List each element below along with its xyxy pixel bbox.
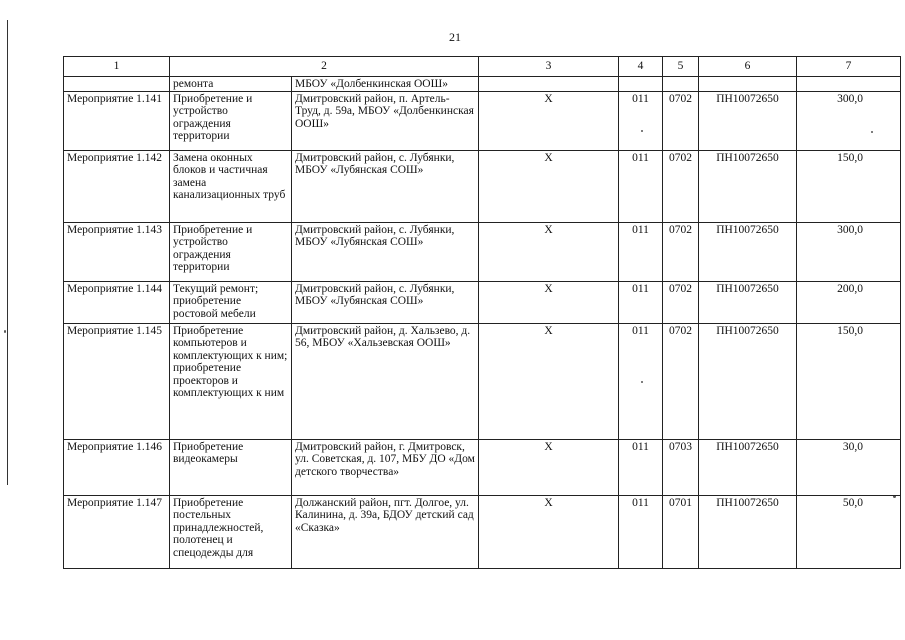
cell-address: Дмитровский район, с. Лубянки, МБОУ «Лубянская СОШ» <box>292 281 479 323</box>
cell-amount: 150,0 <box>797 150 901 222</box>
cell-amount <box>797 77 901 92</box>
table-row <box>64 323 901 439</box>
cell-amount: 200,0 <box>797 281 901 323</box>
budget-table <box>63 56 901 569</box>
cell-col5: 0702 <box>663 150 699 222</box>
cell-address: Дмитровский район, с. Лубянки, МБОУ «Лубянская СОШ» <box>292 150 479 222</box>
cell-col3: Х <box>479 281 619 323</box>
cell-activity: Мероприятие 1.143 <box>64 222 170 281</box>
cell-address: Должанский район, пгт. Долгое, ул. Калинина, д. 39а, БДОУ детский сад «Сказка» <box>292 495 479 568</box>
cell-col4: 011 <box>619 323 663 439</box>
header-cell-5: 5 <box>663 57 699 77</box>
cell-description: Замена оконных блоков и частичная замена канализационных труб <box>170 150 292 222</box>
table-row <box>64 91 901 150</box>
cell-col3 <box>479 77 619 92</box>
cell-amount: 300,0 <box>797 91 901 150</box>
table-row <box>64 495 901 568</box>
cell-description: Приобретение видеокамеры <box>170 439 292 495</box>
header-cell-6: 6 <box>699 57 797 77</box>
cell-activity: Мероприятие 1.146 <box>64 439 170 495</box>
cell-col4: 011 <box>619 439 663 495</box>
cell-activity <box>64 77 170 92</box>
cell-description: Приобретение и устройство ограждения территории <box>170 222 292 281</box>
cell-description: ремонта <box>170 77 292 92</box>
cell-col5: 0702 <box>663 91 699 150</box>
cell-col6: ПН10072650 <box>699 281 797 323</box>
cell-col6: ПН10072650 <box>699 323 797 439</box>
cell-col6: ПН10072650 <box>699 91 797 150</box>
table-header-row <box>64 57 901 77</box>
cell-activity: Мероприятие 1.144 <box>64 281 170 323</box>
cell-col5: 0702 <box>663 281 699 323</box>
cell-address: Дмитровский район, г. Дмитровск, ул. Советская, д. 107, МБУ ДО «Дом детского творчества» <box>292 439 479 495</box>
cell-col6: ПН10072650 <box>699 222 797 281</box>
header-cell-2: 2 <box>170 57 479 77</box>
cell-col4: 011 <box>619 91 663 150</box>
cell-col3: Х <box>479 222 619 281</box>
table-row <box>64 222 901 281</box>
cell-col3: Х <box>479 323 619 439</box>
header-cell-1: 1 <box>64 57 170 77</box>
cell-description: Приобретение и устройство ограждения территории <box>170 91 292 150</box>
header-cell-3: 3 <box>479 57 619 77</box>
header-cell-7: 7 <box>797 57 901 77</box>
cell-address: Дмитровский район, д. Хальзево, д. 56, МБОУ «Хальзевская ООШ» <box>292 323 479 439</box>
cell-col6 <box>699 77 797 92</box>
page-number: 21 <box>449 30 461 44</box>
header-cell-4: 4 <box>619 57 663 77</box>
cell-col5: 0702 <box>663 323 699 439</box>
cell-col5: 0702 <box>663 222 699 281</box>
scan-speck <box>4 330 6 333</box>
cell-col4 <box>619 77 663 92</box>
cell-col6: ПН10072650 <box>699 439 797 495</box>
cell-col3: Х <box>479 495 619 568</box>
cell-col3: Х <box>479 439 619 495</box>
table-row <box>64 281 901 323</box>
cell-description: Приобретение постельных принадлежностей, полотенец и спецодежды для <box>170 495 292 568</box>
cell-amount: 300,0 <box>797 222 901 281</box>
cell-amount: 30,0 <box>797 439 901 495</box>
cell-activity: Мероприятие 1.147 <box>64 495 170 568</box>
cell-col4: 011 <box>619 222 663 281</box>
cell-address: МБОУ «Долбенкинская ООШ» <box>292 77 479 92</box>
table-row <box>64 150 901 222</box>
cell-description: Текущий ремонт; приобретение ростовой мебели <box>170 281 292 323</box>
cell-col6: ПН10072650 <box>699 150 797 222</box>
cell-col5: 0703 <box>663 439 699 495</box>
cell-address: Дмитровский район, с. Лубянки, МБОУ «Лубянская СОШ» <box>292 222 479 281</box>
cell-col6: ПН10072650 <box>699 495 797 568</box>
cell-amount: 50,0 <box>797 495 901 568</box>
cell-description: Приобретение компьютеров и комплектующих к ним; приобретение проекторов и комплектующих к ним <box>170 323 292 439</box>
cell-col5 <box>663 77 699 92</box>
cell-col4: 011 <box>619 150 663 222</box>
cell-amount: 150,0 <box>797 323 901 439</box>
cell-col4: 011 <box>619 281 663 323</box>
table-row <box>64 439 901 495</box>
table-row <box>64 77 901 92</box>
cell-activity: Мероприятие 1.141 <box>64 91 170 150</box>
cell-col5: 0701 <box>663 495 699 568</box>
cell-col3: Х <box>479 91 619 150</box>
cell-activity: Мероприятие 1.145 <box>64 323 170 439</box>
cell-col3: Х <box>479 150 619 222</box>
cell-activity: Мероприятие 1.142 <box>64 150 170 222</box>
cell-address: Дмитровский район, п. Артель-Труд, д. 59а, МБОУ «Долбенкинская ООШ» <box>292 91 479 150</box>
margin-line <box>7 20 8 485</box>
cell-col4: 011 <box>619 495 663 568</box>
